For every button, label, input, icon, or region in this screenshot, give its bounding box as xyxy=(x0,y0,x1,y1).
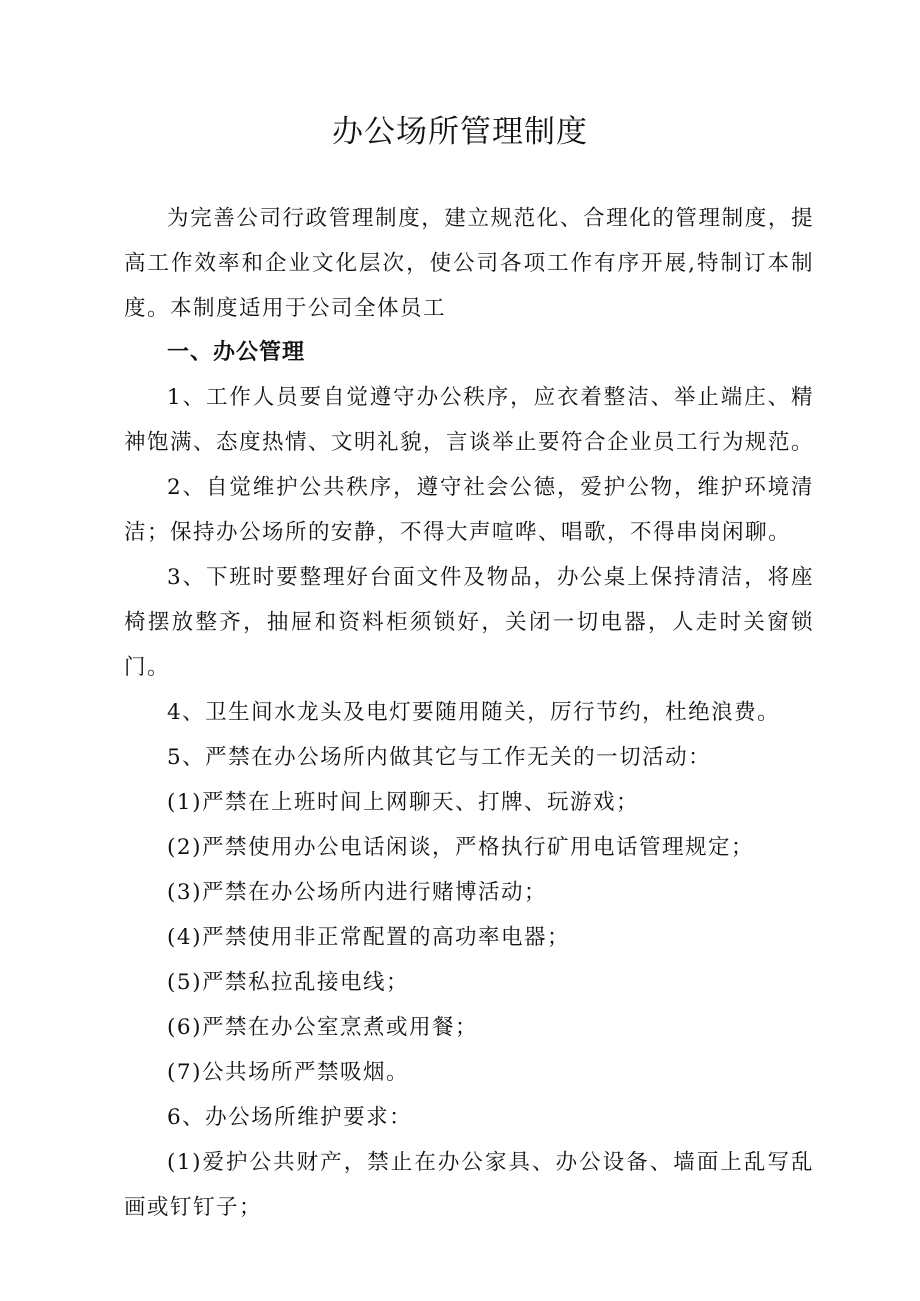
rule-item-6: 6、办公场所维护要求： xyxy=(167,1105,413,1130)
rule-item-1: 1、工作人员要自觉遵守办公秩序，应衣着整洁、举止端庄、精神饱满、态度热情、文明礼貌，言谈举止要符合企业员工行为规范。 xyxy=(124,385,815,455)
prohibition-item-6: (6)严禁在办公室烹煮或用餐； xyxy=(167,1015,478,1040)
document-body xyxy=(124,196,814,1230)
rule-item-5: 5、严禁在办公场所内做其它与工作无关的一切活动： xyxy=(167,745,712,770)
maintenance-item-1: (1)爱护公共财产，禁止在办公家具、办公设备、墙面上乱写乱画或钉钉子； xyxy=(124,1150,814,1220)
intro-paragraph: 为完善公司行政管理制度，建立规范化、合理化的管理制度，提高工作效率和企业文化层次，使公司各项工作有序开展,特制订本制度。本制度适用于公司全体员工 xyxy=(124,206,814,321)
rule-item-3: 3、下班时要整理好台面文件及物品，办公桌上保持清洁，将座椅摆放整齐，抽屉和资料柜须锁好，关闭一切电器，人走时关窗锁门。 xyxy=(124,565,814,680)
rule-item-2: 2、自觉维护公共秩序，遵守社会公德，爱护公物，维护环境清洁；保持办公场所的安静，不得大声喧哗、唱歌，不得串岗闲聊。 xyxy=(124,475,814,545)
prohibition-item-1: (1)严禁在上班时间上网聊天、打牌、玩游戏； xyxy=(167,790,639,815)
prohibition-item-4: (4)严禁使用非正常配置的高功率电器； xyxy=(167,925,570,950)
section-heading-office-management: 一、办公管理 xyxy=(167,340,306,365)
rule-item-4: 4、卫生间水龙头及电灯要随用随关，厉行节约，杜绝浪费。 xyxy=(167,700,781,725)
prohibition-item-5: (5)严禁私拉乱接电线； xyxy=(167,970,409,995)
prohibition-item-7: (7)公共场所严禁吸烟。 xyxy=(167,1060,409,1085)
prohibition-item-3: (3)严禁在办公场所内进行赌博活动； xyxy=(167,880,547,905)
prohibition-item-2: (2)严禁使用办公电话闲谈，严格执行矿用电话管理规定； xyxy=(167,835,754,860)
document-title: 办公场所管理制度 xyxy=(332,114,588,150)
